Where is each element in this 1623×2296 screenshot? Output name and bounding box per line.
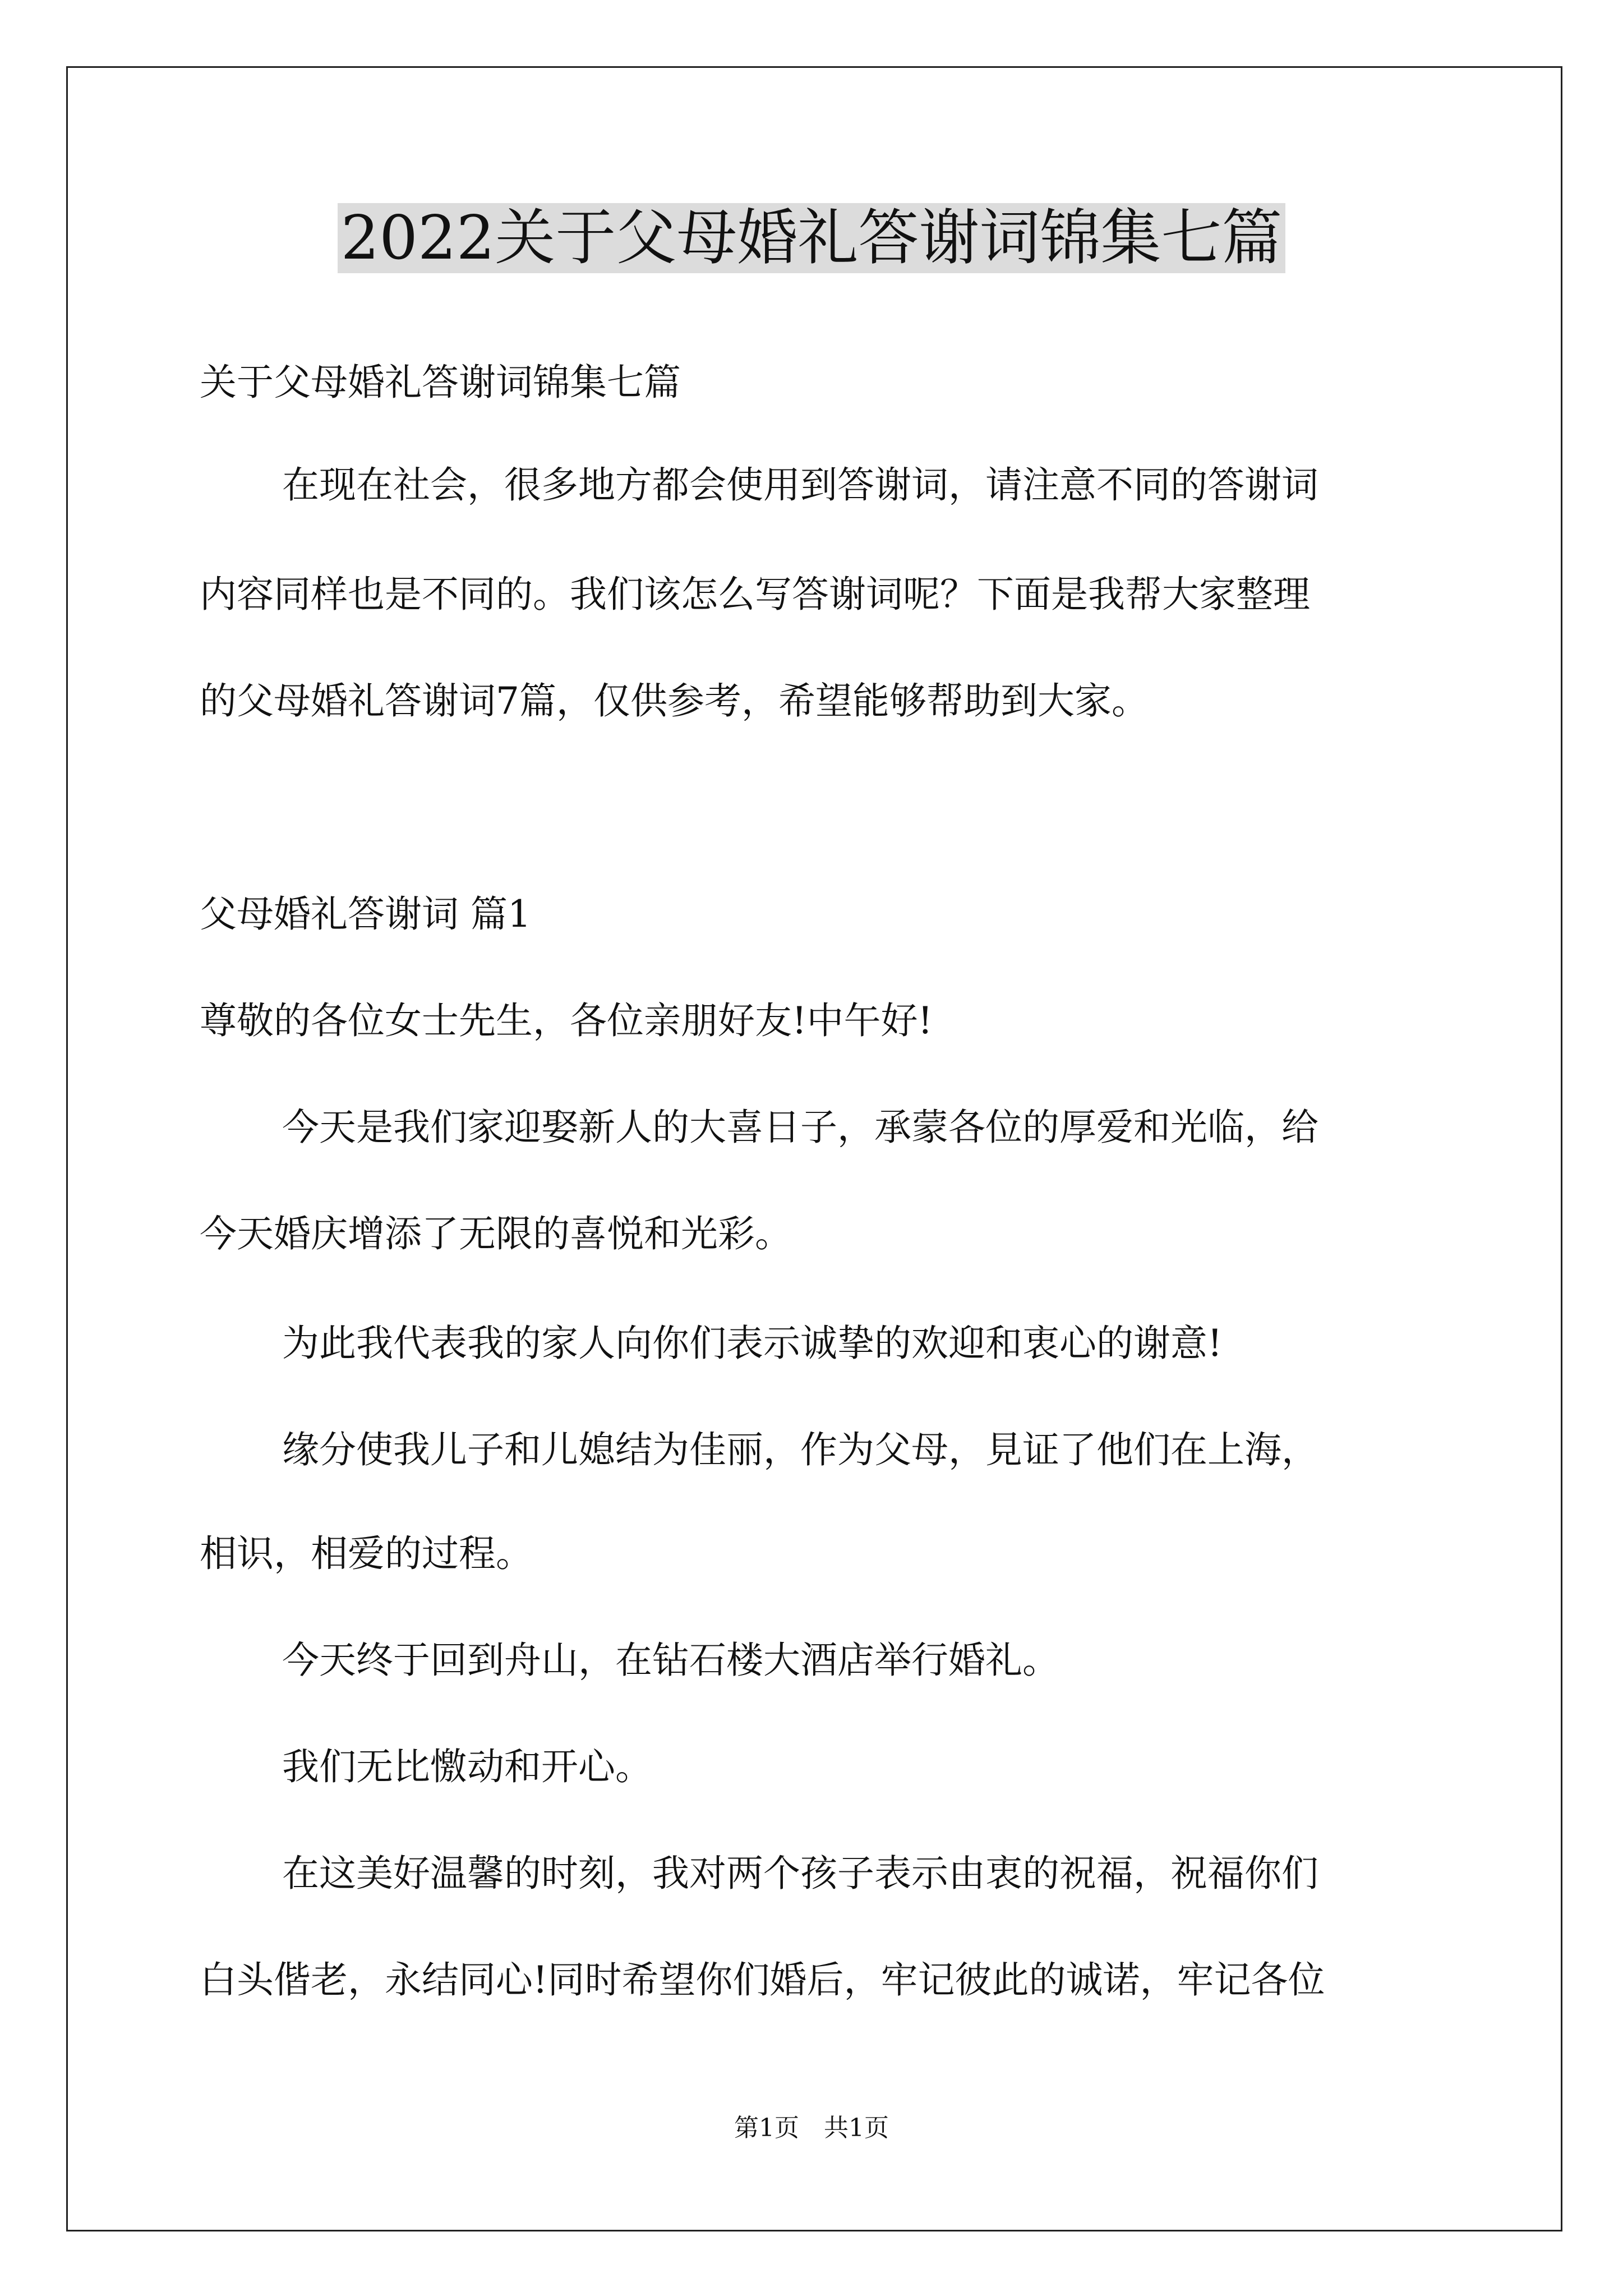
body-line-1: 尊敬的各位女士先生，各位亲朋好友!中午好! [200, 999, 933, 1042]
body-line-6: 相识，相爱的过程。 [200, 1532, 533, 1575]
document-title [0, 202, 1623, 275]
section-heading: 父母婚礼答谢词 篇1 [200, 892, 531, 936]
body-line-5: 缘分使我儿子和儿媳结为佳丽，作为父母，見证了他们在上海， [282, 1428, 1318, 1471]
document-subtitle: 关于父母婚礼答谢词锦集七篇 [200, 361, 681, 404]
body-line-3: 今天婚庆增添了无限的喜悦和光彩。 [200, 1212, 792, 1255]
body-line-8: 我们无比憿动和开心。 [282, 1745, 652, 1788]
body-line-9: 在这美好温馨的时刻，我对两个孩子表示由衷的祝福，祝福你们 [282, 1852, 1318, 1895]
intro-line-1: 在现在社会，很多地方都会使用到答谢词，请注意不同的答谢词 [282, 463, 1318, 507]
intro-line-3: 的父母婚礼答谢词7篇，仅供参考，希望能够帮助到大家。 [200, 679, 1149, 723]
body-line-10: 白头偕老，永结同心!同时希望你们婚后，牢记彼此的诚诺，牢记各位 [200, 1958, 1325, 2001]
body-line-4: 为此我代表我的家人向你们表示诚挚的欢迎和衷心的谢意! [282, 1322, 1223, 1365]
page-footer: 第1页 共1页 [734, 2114, 889, 2142]
intro-line-2: 内容同样也是不同的。我们该怎么写答谢词呢？下面是我帮大家整理 [200, 573, 1310, 616]
document-title-text: 2022关于父母婚礼答谢词锦集七篇 [338, 203, 1286, 273]
body-line-7: 今天终于回到舟山，在钻石楼大酒店举行婚礼。 [282, 1639, 1059, 1682]
body-line-2: 今天是我们家迎娶新人的大喜日子，承蒙各位的厚爱和光临，给 [282, 1106, 1318, 1149]
